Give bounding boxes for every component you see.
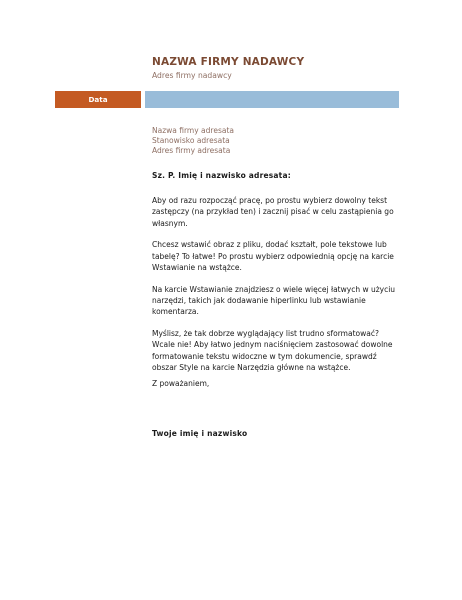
closing: Z poważaniem, xyxy=(152,379,210,388)
date-label[interactable]: Data xyxy=(88,95,108,104)
body-paragraph: Chcesz wstawić obraz z pliku, dodać kształt, pole tekstowe lub tabelę? To łatwe! Po prostu wybierz odpowiednią opcję na karcie Wstawianie na wstążce. xyxy=(152,240,394,272)
recipient-block xyxy=(152,126,234,156)
sender-company-name: NAZWA FIRMY NADAWCY xyxy=(152,56,305,68)
sender-company-address: Adres firmy nadawcy xyxy=(152,71,232,80)
decorative-blue-bar xyxy=(145,91,399,108)
recipient-title: Stanowisko adresata xyxy=(152,136,230,145)
body-paragraph: Aby od razu rozpocząć pracę, po prostu wybierz dowolny tekst zastępczy (na przykład ten) i zacznij pisać w celu zastąpienia go własnym. xyxy=(152,196,394,228)
signature-name: Twoje imię i nazwisko xyxy=(152,429,248,438)
body-paragraph: Myślisz, że tak dobrze wyglądający list trudno sformatować? Wcale nie! Aby łatwo jednym naciśnięciem zastosować dowolne formatowanie tekstu widoczne w tym dokumencie, sprawdź obszar Style na karcie Narzędzia główne na wstążce. xyxy=(152,329,393,373)
recipient-company-name: Nazwa firmy adresata xyxy=(152,126,234,135)
letter-body xyxy=(152,195,400,384)
salutation: Sz. P. Imię i nazwisko adresata: xyxy=(152,171,291,180)
date-bar xyxy=(55,91,141,108)
recipient-company-address: Adres firmy adresata xyxy=(152,146,231,155)
body-paragraph: Na karcie Wstawianie znajdziesz o wiele więcej łatwych w użyciu narzędzi, takich jak dodawanie hiperlinku lub wstawianie komentarza. xyxy=(152,284,396,317)
